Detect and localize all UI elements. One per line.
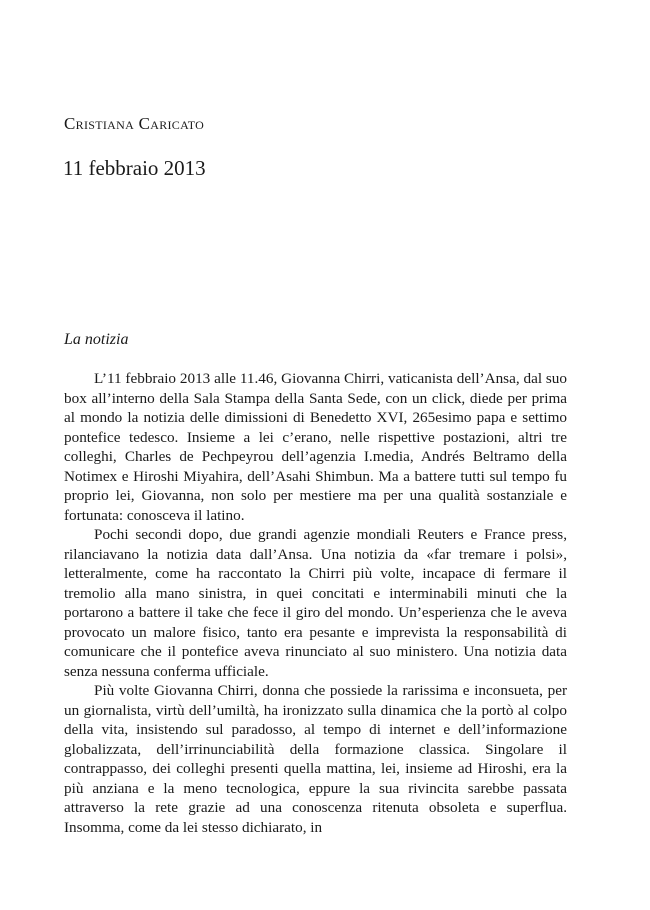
section-heading: La notizia [64, 331, 129, 348]
body-text [64, 369, 567, 837]
paragraph-1: L’11 febbraio 2013 alle 11.46, Giovanna Chirri, vaticanista dell’Ansa, dal suo box all’interno della Sala Stampa della Santa Sede, con un click, diede per prima al mondo la notizia delle dimissioni di Benedetto XVI, 265esimo papa e settimo pontefice tedesco. Insieme a lei c’erano, nelle rispettive postazioni, altri tre colleghi, Charles de Pechpeyrou dell’agenzia I.media, Andrés Beltramo della Notimex e Hiroshi Miyahira, dell’Asahi Shimbun. Ma a battere tutti sul tempo fu proprio lei, Giovanna, non solo per mestiere ma per una qualità sostanziale e fortunata: conosceva il latino. [64, 370, 567, 524]
paragraph-2: Pochi secondi dopo, due grandi agenzie mondiali Reuters e France press, rilanciavano la notizia data dall’Ansa. Una notizia da «far tremare i polsi», letteralmente, come ha raccontato la Chirri più volte, incapace di fermare il tremolio alla mano sinistra, in quei concitati e interminabili minuti che la portarono a battere il take che fece il giro del mondo. Un’esperienza che le aveva provocato un malore fisico, tanto era pesante e imprevista la responsabilità di comunicare che il pontefice aveva rinunciato al suo ministero. Una notizia data senza nessuna conferma ufficiale. [64, 526, 567, 680]
author-name: Cristiana Caricato [64, 114, 205, 133]
paragraph-3: Più volte Giovanna Chirri, donna che possiede la rarissima e inconsueta, per un giornalista, virtù dell’umiltà, ha ironizzato sulla dinamica che la portò al colpo della vita, insistendo sul paradosso, al tempo di internet e dell’informazione globalizzata, dell’irrinunciabilità della formazione classica. Singolare il contrappasso, dei colleghi presenti quella mattina, lei, insieme ad Hiroshi, era la più anziana e la meno tecnologica, eppure la sua rivincita sarebbe passata attraverso la rete grazie ad una conoscenza ritenuta obsoleta e superflua. Insomma, come da lei stesso dichiarato, in [64, 682, 567, 836]
chapter-title: 11 febbraio 2013 [63, 156, 206, 180]
